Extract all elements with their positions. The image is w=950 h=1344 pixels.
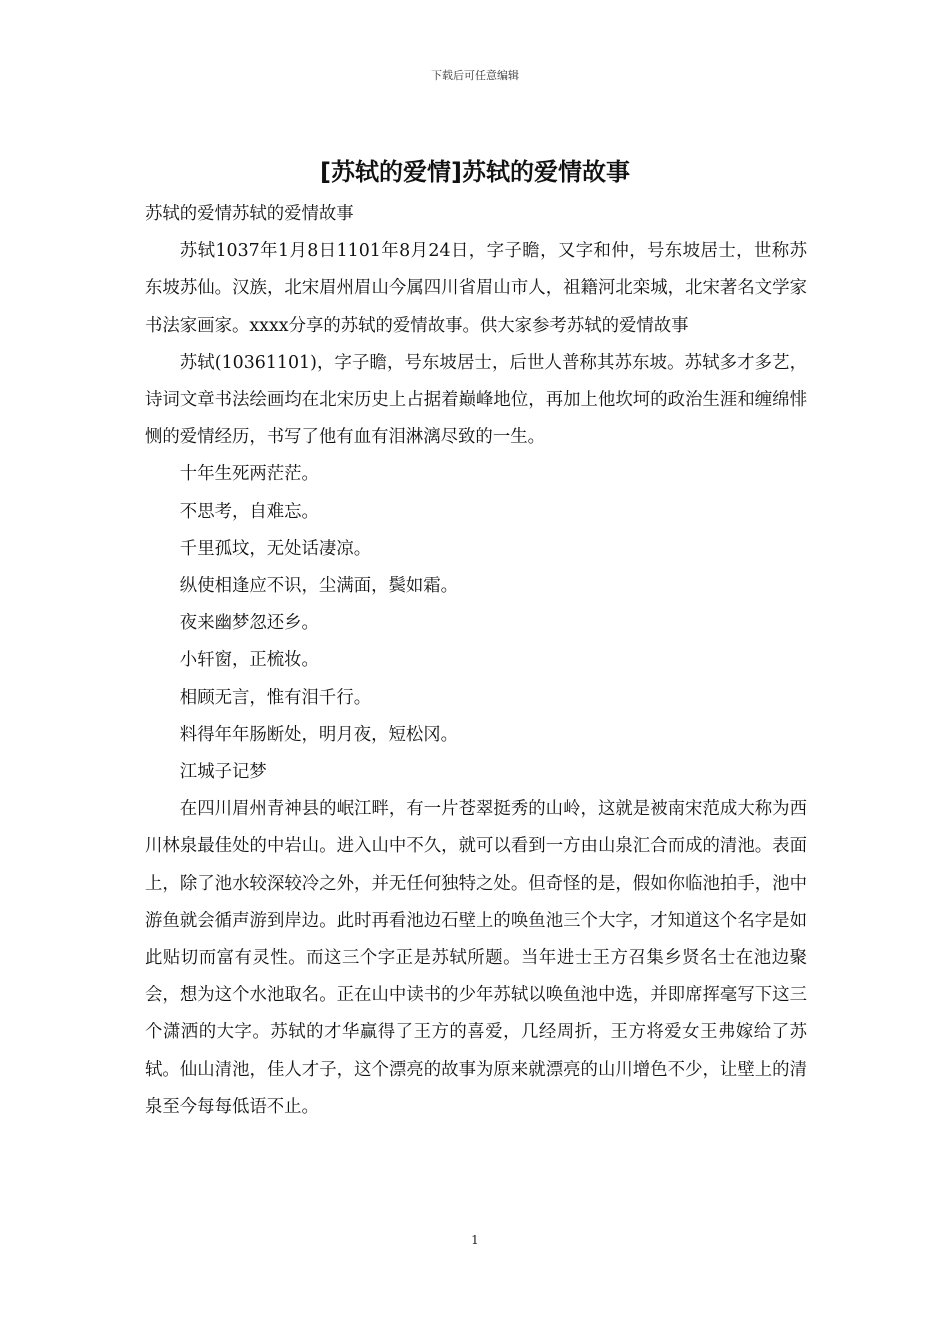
document-title: [苏轼的爱情]苏轼的爱情故事 [320, 158, 630, 186]
poem-line: 不思考，自难忘。 [179, 501, 319, 522]
poem-title: 江城子记梦 [179, 762, 267, 783]
header-note: 下载后可任意编辑 [431, 69, 519, 82]
story-paragraph: 在四川眉州青神县的岷江畔，有一片苍翠挺秀的山岭，这就是被南宋范成大称为西川林泉最佳处的中岩山。进入山中不久，就可以看到一方由山泉汇合而成的清池。表面上，除了池水较深较冷之外，并无任何独特之处。但奇怪的是，假如你临池拍手，池中游鱼就会循声游到岸边。此时再看池边石壁上的唤鱼池三个大字，才知道这个名字是如此贴切而富有灵性。而这三个字正是苏轼所题。当年进士王方召集乡贤名士在池边聚会，想为这个水池取名。正在山中读书的少年苏轼以唤鱼池中选，并即席挥毫写下这三个潇洒的大字。苏轼的才华赢得了王方的喜爱，几经周折，王方将爱女王弗嫁给了苏轼。仙山清池，佳人才子，这个漂亮的故事为原来就漂亮的山川增色不少，让壁上的清泉至今每每低语不止。 [145, 799, 807, 1117]
subtitle: 苏轼的爱情苏轼的爱情故事 [145, 204, 354, 224]
poem-line: 相顾无言，惟有泪千行。 [179, 687, 372, 708]
intro-paragraph: 苏轼1037年1月8日1101年8月24日，字子瞻，又字和仲，号东坡居士，世称苏东坡苏仙。汉族，北宋眉州眉山今属四川省眉山市人，祖籍河北栾城，北宋著名文学家书法家画家。xxxx分享的苏轼的爱情故事。供大家参考苏轼的爱情故事 [145, 241, 807, 336]
poem-line: 纵使相逢应不识，尘满面，鬓如霜。 [179, 576, 459, 597]
page-number: 1 [471, 1233, 479, 1247]
poem-line: 小轩窗，正梳妆。 [179, 650, 319, 671]
poem-line: 十年生死两茫茫。 [179, 464, 319, 485]
document-body [145, 196, 807, 1126]
poem-line: 千里孤坟，无处话凄凉。 [179, 538, 372, 559]
bio-paragraph: 苏轼(10361101)，字子瞻，号东坡居士，后世人普称其苏东坡。苏轼多才多艺，诗词文章书法绘画均在北宋历史上占据着巅峰地位，再加上他坎坷的政治生涯和缠绵悱恻的爱情经历，书写了他有血有泪淋漓尽致的一生。 [145, 352, 807, 448]
poem-line: 夜来幽梦忽还乡。 [179, 613, 319, 634]
poem-line: 料得年年肠断处，明月夜，短松冈。 [179, 724, 459, 745]
